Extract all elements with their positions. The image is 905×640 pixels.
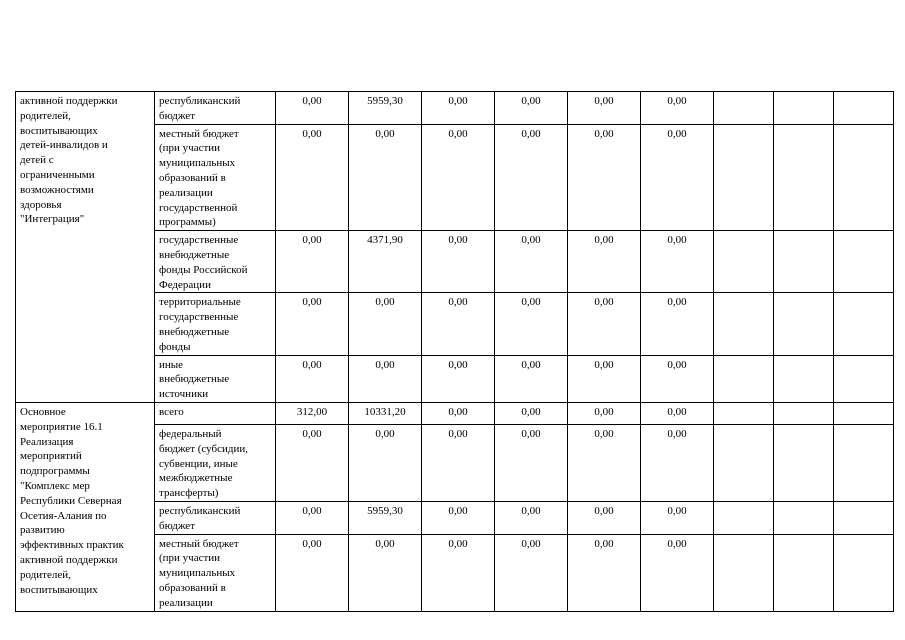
amount-cell: 0,00 bbox=[495, 92, 568, 125]
empty-cell bbox=[774, 293, 834, 355]
funding-source-cell: республиканский бюджет bbox=[155, 501, 276, 534]
funding-source-cell: республиканский бюджет bbox=[155, 92, 276, 125]
amount-cell: 0,00 bbox=[349, 124, 422, 231]
activity-description-cell: Основное мероприятие 16.1 Реализация мероприятий подпрограммы "Комплекс мер Республики Северная Осетия-Алания по развитию эффективных практик активной поддержки родителей, воспитывающих bbox=[16, 402, 155, 611]
empty-cell bbox=[834, 424, 894, 501]
empty-cell bbox=[714, 424, 774, 501]
amount-cell: 10331,20 bbox=[349, 402, 422, 424]
empty-cell bbox=[774, 231, 834, 293]
amount-cell: 5959,30 bbox=[349, 501, 422, 534]
activity-description-cell: активной поддержки родителей, воспитывающих детей-инвалидов и детей с ограниченными возможностями здоровья "Интеграция" bbox=[16, 92, 155, 403]
amount-cell: 0,00 bbox=[276, 534, 349, 611]
amount-cell: 0,00 bbox=[276, 355, 349, 402]
amount-cell: 0,00 bbox=[495, 231, 568, 293]
amount-cell: 0,00 bbox=[641, 534, 714, 611]
amount-cell: 0,00 bbox=[641, 231, 714, 293]
amount-cell: 0,00 bbox=[422, 124, 495, 231]
funding-source-cell: территориальные государственные внебюджетные фонды bbox=[155, 293, 276, 355]
amount-cell: 0,00 bbox=[422, 231, 495, 293]
amount-cell: 0,00 bbox=[568, 402, 641, 424]
amount-cell: 0,00 bbox=[568, 424, 641, 501]
empty-cell bbox=[834, 534, 894, 611]
empty-cell bbox=[834, 293, 894, 355]
amount-cell: 0,00 bbox=[641, 501, 714, 534]
amount-cell: 0,00 bbox=[276, 92, 349, 125]
empty-cell bbox=[834, 92, 894, 125]
funding-source-cell: всего bbox=[155, 402, 276, 424]
amount-cell: 0,00 bbox=[641, 424, 714, 501]
empty-cell bbox=[834, 402, 894, 424]
amount-cell: 0,00 bbox=[641, 293, 714, 355]
empty-cell bbox=[834, 231, 894, 293]
empty-cell bbox=[714, 293, 774, 355]
empty-cell bbox=[714, 534, 774, 611]
amount-cell: 0,00 bbox=[495, 501, 568, 534]
funding-source-cell: федеральный бюджет (субсидии, субвенции, иные межбюджетные трансферты) bbox=[155, 424, 276, 501]
amount-cell: 0,00 bbox=[641, 355, 714, 402]
empty-cell bbox=[774, 92, 834, 125]
funding-source-cell: местный бюджет (при участии муниципальных образований в реализации государственной программы) bbox=[155, 124, 276, 231]
amount-cell: 0,00 bbox=[422, 92, 495, 125]
table-row bbox=[16, 402, 894, 424]
amount-cell: 0,00 bbox=[495, 293, 568, 355]
table-row bbox=[16, 92, 894, 125]
amount-cell: 0,00 bbox=[349, 355, 422, 402]
budget-table bbox=[15, 91, 894, 612]
amount-cell: 0,00 bbox=[641, 402, 714, 424]
amount-cell: 5959,30 bbox=[349, 92, 422, 125]
amount-cell: 0,00 bbox=[422, 355, 495, 402]
empty-cell bbox=[834, 124, 894, 231]
amount-cell: 0,00 bbox=[495, 124, 568, 231]
empty-cell bbox=[714, 92, 774, 125]
empty-cell bbox=[714, 501, 774, 534]
empty-cell bbox=[774, 402, 834, 424]
empty-cell bbox=[774, 534, 834, 611]
amount-cell: 0,00 bbox=[568, 124, 641, 231]
amount-cell: 0,00 bbox=[568, 534, 641, 611]
empty-cell bbox=[774, 424, 834, 501]
amount-cell: 0,00 bbox=[276, 501, 349, 534]
amount-cell: 0,00 bbox=[422, 402, 495, 424]
amount-cell: 0,00 bbox=[568, 501, 641, 534]
amount-cell: 0,00 bbox=[641, 124, 714, 231]
empty-cell bbox=[774, 124, 834, 231]
amount-cell: 0,00 bbox=[568, 92, 641, 125]
amount-cell: 0,00 bbox=[495, 534, 568, 611]
amount-cell: 0,00 bbox=[349, 293, 422, 355]
amount-cell: 0,00 bbox=[568, 293, 641, 355]
empty-cell bbox=[774, 355, 834, 402]
amount-cell: 0,00 bbox=[349, 534, 422, 611]
funding-source-cell: иные внебюджетные источники bbox=[155, 355, 276, 402]
funding-source-cell: государственные внебюджетные фонды Российской Федерации bbox=[155, 231, 276, 293]
empty-cell bbox=[714, 231, 774, 293]
amount-cell: 4371,90 bbox=[349, 231, 422, 293]
amount-cell: 0,00 bbox=[422, 501, 495, 534]
amount-cell: 0,00 bbox=[568, 231, 641, 293]
empty-cell bbox=[714, 124, 774, 231]
amount-cell: 0,00 bbox=[495, 355, 568, 402]
amount-cell: 0,00 bbox=[422, 424, 495, 501]
amount-cell: 0,00 bbox=[422, 534, 495, 611]
amount-cell: 0,00 bbox=[568, 355, 641, 402]
amount-cell: 0,00 bbox=[276, 124, 349, 231]
amount-cell: 0,00 bbox=[276, 231, 349, 293]
empty-cell bbox=[834, 501, 894, 534]
amount-cell: 0,00 bbox=[641, 92, 714, 125]
empty-cell bbox=[834, 355, 894, 402]
amount-cell: 0,00 bbox=[276, 424, 349, 501]
amount-cell: 0,00 bbox=[349, 424, 422, 501]
amount-cell: 0,00 bbox=[276, 293, 349, 355]
empty-cell bbox=[714, 355, 774, 402]
amount-cell: 312,00 bbox=[276, 402, 349, 424]
amount-cell: 0,00 bbox=[495, 424, 568, 501]
amount-cell: 0,00 bbox=[495, 402, 568, 424]
table-body bbox=[16, 92, 894, 612]
funding-source-cell: местный бюджет (при участии муниципальных образований в реализации bbox=[155, 534, 276, 611]
amount-cell: 0,00 bbox=[422, 293, 495, 355]
empty-cell bbox=[774, 501, 834, 534]
empty-cell bbox=[714, 402, 774, 424]
